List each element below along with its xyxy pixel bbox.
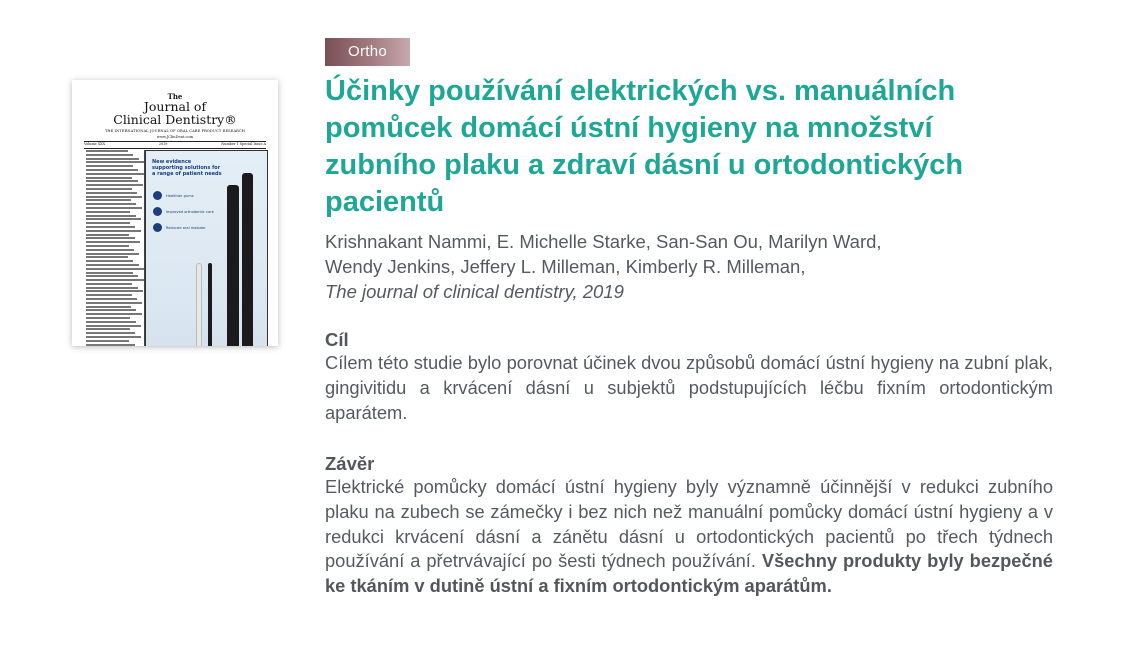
toc-line <box>86 275 138 277</box>
toc-line <box>86 298 137 300</box>
cover-bullet <box>153 207 223 216</box>
authors-line: Krishnakant Nammi, E. Michelle Starke, San-San Ou, Marilyn Ward, <box>325 231 882 252</box>
cover-masthead-line2: Clinical Dentistry® <box>113 112 237 127</box>
cover-masthead <box>72 100 278 126</box>
toc-line <box>86 154 133 156</box>
cover-bullet-label: Reduced oral malodor <box>166 225 206 230</box>
conclusion-paragraph <box>325 475 1053 599</box>
article-authors <box>325 229 1065 304</box>
toc-line <box>86 188 132 190</box>
cover-masthead-the: The <box>167 92 183 101</box>
aim-heading: Cíl <box>325 329 349 350</box>
toc-line <box>86 180 138 182</box>
toc-line <box>86 309 136 311</box>
toc-line <box>86 306 131 308</box>
gum-icon <box>153 191 162 200</box>
toc-line <box>86 241 140 243</box>
toc-line <box>86 218 141 220</box>
cover-url: www.JClinDent.com <box>156 135 194 139</box>
toc-line <box>86 169 138 171</box>
toc-line <box>86 222 130 224</box>
toc-line <box>86 192 137 194</box>
cover-rule-bottom <box>84 148 266 149</box>
toc-line <box>86 290 143 292</box>
toc-line <box>86 161 144 163</box>
toc-line <box>86 158 139 160</box>
journal-cover-thumbnail[interactable] <box>72 80 278 346</box>
toc-line <box>86 256 128 258</box>
toc-line <box>86 249 134 251</box>
cover-number: Number 1 Special Issue A <box>221 142 266 146</box>
cover-masthead-line1: Journal of <box>143 99 207 114</box>
cover-panel-title: New evidence supporting solutions for a range of patient needs <box>152 159 222 177</box>
toc-line <box>86 287 138 289</box>
cover-year: 2019 <box>158 142 168 146</box>
toc-line <box>86 302 142 304</box>
toc-line <box>86 279 144 281</box>
conclusion-text: Elektrické pomůcky domácí ústní hygieny byly významně účinnější v redukci zubního plaku na zubech se zámečky i bez nich než manuální pomůcky domácí ústní hygieny a v redukci krvácení dásní a zánětu dásní u ortodontických pacientů po třech týdnech používání a přetrvávající po šesti týdnech používání. <box>325 476 1053 572</box>
category-badge: Ortho <box>325 38 410 66</box>
cover-table-of-contents <box>84 150 145 346</box>
braces-icon <box>153 207 162 216</box>
toc-line <box>86 264 139 266</box>
toc-line <box>86 336 141 338</box>
toc-line <box>86 237 135 239</box>
toc-line <box>86 260 133 262</box>
toc-line <box>86 165 133 167</box>
brush-head-white <box>196 263 202 346</box>
cover-bullet-label: Improved orthodontic care <box>166 209 214 214</box>
brush-head-black <box>208 263 212 346</box>
toc-line <box>86 272 133 274</box>
toc-line <box>86 294 132 296</box>
citation: The journal of clinical dentistry, 2019 <box>325 281 624 302</box>
article-title[interactable]: Účinky používání elektrických vs. manuálních pomůcek domácí ústní hygieny na množství zubního plaku a zdraví dásní u ortodontických pacientů <box>325 75 964 218</box>
toc-line <box>86 173 144 175</box>
toc-line <box>86 226 135 228</box>
toc-line <box>86 328 130 330</box>
toc-line <box>86 184 143 186</box>
toc-line <box>86 268 144 270</box>
conclusion-heading: Závěr <box>325 453 375 474</box>
toc-line <box>86 332 135 334</box>
toc-line <box>86 199 131 201</box>
cover-bullet-label: Healthier gums <box>166 193 194 198</box>
toc-line <box>86 313 142 315</box>
breath-icon <box>153 223 162 232</box>
toc-line <box>86 230 141 232</box>
toc-line <box>86 177 132 179</box>
aim-text: Cílem této studie bylo porovnat účinek dvou způsobů domácí ústní hygieny na zubní plak, gingivitidu a krvácení dásní u subjektů podstupujících léčbu fixním ortodontickým aparátem. <box>325 352 1053 423</box>
toc-line <box>86 207 142 209</box>
authors-line: Wendy Jenkins, Jeffery L. Milleman, Kimberly R. Milleman, <box>325 256 806 277</box>
toc-line <box>86 321 136 323</box>
toc-line <box>86 211 130 213</box>
toc-line <box>86 317 130 319</box>
toc-line <box>86 340 129 342</box>
conclusion-bold-text: Všechny produkty byly bezpečné ke tkáním v dutině ústní a fixním ortodontickým aparátům. <box>325 550 1053 597</box>
toc-line <box>86 253 139 255</box>
toc-line <box>86 150 128 152</box>
toc-line <box>86 234 129 236</box>
cover-bullet <box>153 223 223 232</box>
cover-volume: Volume XXX <box>84 142 105 146</box>
cover-feature-panel <box>145 150 268 346</box>
toc-line <box>86 196 142 198</box>
cover-subtitle: THE INTERNATIONAL JOURNAL OF ORAL CARE PRODUCT RESEARCH <box>104 129 246 133</box>
toc-line <box>86 325 141 327</box>
toothbrush-handle <box>227 185 239 346</box>
toc-line <box>86 344 135 346</box>
toc-line <box>86 283 132 285</box>
toc-line <box>86 245 129 247</box>
cover-bullet <box>153 191 223 200</box>
toc-line <box>86 203 136 205</box>
toc-line <box>86 215 136 217</box>
toothbrush-handle <box>242 173 253 346</box>
